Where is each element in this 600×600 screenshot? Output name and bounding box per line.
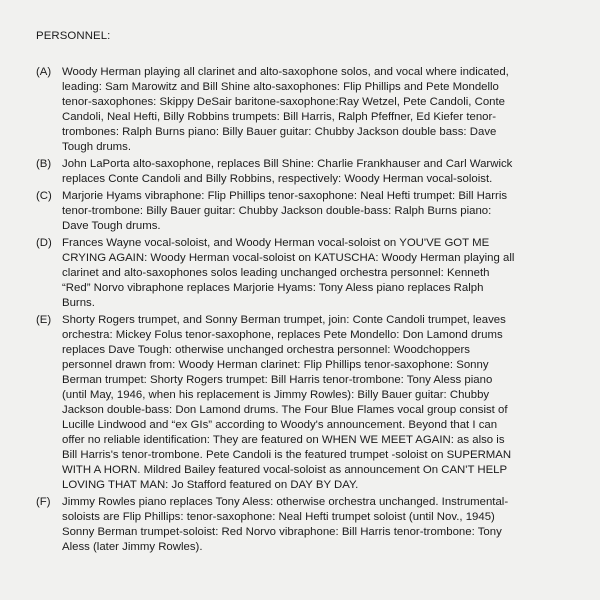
entry-text: Frances Wayne vocal-soloist, and Woody Herman vocal-soloist on YOU'VE GOT ME CRYING AGAIN: Woody Herman vocal-soloist on KATUSCHA: Woody Herman playing all clarinet and alto-saxophones solos leading unchanged orchestra personnel: Kenneth “Red” Norvo vibraphone replaces Marjorie Hyams: Tony Aless piano replaces Ralph Burns. bbox=[62, 237, 515, 309]
entry-text: Woody Herman playing all clarinet and alto-saxophone solos, and vocal where indicated, leading: Sam Marowitz and Bill Shine alto-saxophones: Flip Phillips and Pete Mondello tenor-saxophones: Skippy DeSair baritone-saxophone:Ray Wetzel, Pete Candoli, Conte Candoli, Neal Hefti, Billy Robbins trumpets: Bill Harris, Ralph Pfeffner, Ed Kiefer tenor- trombones: Ralph Burns piano: Billy Bauer guitar: Chubby Jackson double bass: Dave Tough drums. bbox=[62, 66, 509, 153]
personnel-heading: PERSONNEL: bbox=[36, 30, 111, 42]
personnel-entry-d bbox=[36, 236, 560, 311]
personnel-entry-a bbox=[36, 65, 560, 155]
entry-text: Shorty Rogers trumpet, and Sonny Berman trumpet, join: Conte Candoli trumpet, leaves orchestra: Mickey Folus tenor-saxophone, replaces Pete Mondello: Don Lamond drums replaces Dave Tough: otherwise unchanged orchestra personnel: Woodchoppers personnel drawn from: Woody Herman clarinet: Flip Phillips tenor-saxophone: Sonny Berman trumpet: Shorty Rogers trumpet: Bill Harris tenor-trombone: Tony Aless piano (until May, 1946, when his replacement is Jimmy Rowles): Billy Bauer guitar: Chubby Jackson double-bass: Don Lamond drums. The Four Blue Flames vocal group consist of Lucille Lindwood and “ex GIs” according to Woody's announcement. Beyond that I can offer no reliable identification: They are featured on WHEN WE MEET AGAIN: as also is Bill Harris's tenor-trombone. Pete Candoli is the featured trumpet -soloist on SUPERMAN WITH A HORN. Mildred Bailey featured vocal-soloist as announcement On CAN'T HELP LOVING THAT MAN: Jo Stafford featured on DAY BY DAY. bbox=[62, 314, 512, 491]
entry-text: Jimmy Rowles piano replaces Tony Aless: otherwise orchestra unchanged. Instrumental- soloists are Flip Phillips: tenor-saxophone: Neal Hefti trumpet soloist (until Nov., 1945) Sonny Berman trumpet-soloist: Red Norvo vibraphone: Bill Harris tenor-trombone: Tony Aless (later Jimmy Rowles). bbox=[62, 496, 509, 553]
personnel-entry-b bbox=[36, 157, 560, 187]
personnel-entry-e bbox=[36, 313, 560, 493]
entry-letter: (D) bbox=[36, 237, 52, 249]
personnel-list bbox=[36, 65, 560, 555]
entry-letter: (F) bbox=[36, 496, 51, 508]
entry-letter: (E) bbox=[36, 314, 52, 326]
personnel-entry-c bbox=[36, 189, 560, 234]
entry-letter: (B) bbox=[36, 158, 52, 170]
personnel-entry-f bbox=[36, 495, 560, 555]
entry-letter: (C) bbox=[36, 190, 52, 202]
entry-text: John LaPorta alto-saxophone, replaces Bill Shine: Charlie Frankhauser and Carl Warwick replaces Conte Candoli and Billy Robbins, respectively: Woody Herman vocal-soloist. bbox=[62, 158, 513, 185]
entry-text: Marjorie Hyams vibraphone: Flip Phillips tenor-saxophone: Neal Hefti trumpet: Bill Harris tenor-trombone: Billy Bauer guitar: Chubby Jackson double-bass: Ralph Burns piano: Dave Tough drums. bbox=[62, 190, 508, 232]
entry-letter: (A) bbox=[36, 66, 52, 78]
